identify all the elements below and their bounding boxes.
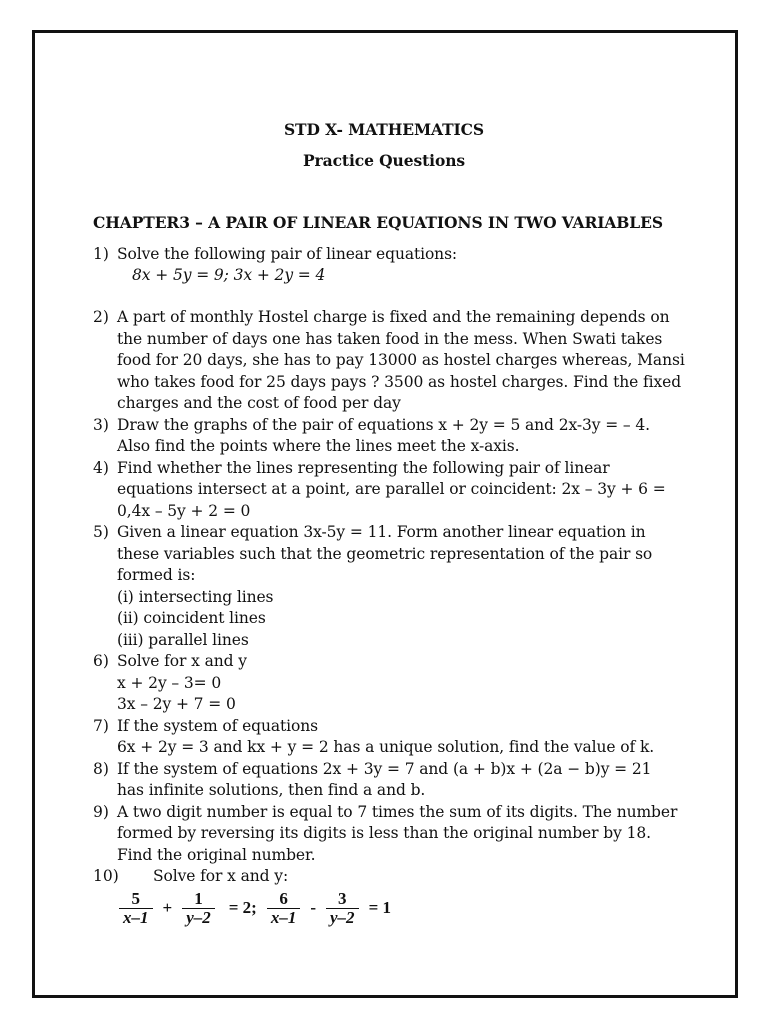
numerator: 3 — [338, 888, 347, 908]
question-text: 0,4x – 5y + 2 = 0 — [117, 502, 251, 520]
question-text: Draw the graphs of the pair of equations x + 2y = 5 and 2x-3y = – 4. — [117, 416, 650, 434]
question-text: formed is: — [117, 566, 196, 584]
question-number: 6) — [93, 652, 109, 670]
question-text: Find whether the lines representing the following pair of linear — [117, 459, 610, 477]
operator: + — [162, 898, 173, 917]
question-text: Given a linear equation 3x-5y = 11. Form another linear equation in — [117, 523, 646, 541]
numerator: 1 — [194, 888, 203, 908]
denominator: y–2 — [182, 908, 215, 927]
question-number: 9) — [93, 803, 109, 821]
q10-equation — [115, 884, 397, 932]
question-text: equations intersect at a point, are parallel or coincident: 2x – 3y + 6 = — [117, 480, 666, 498]
question-text: A part of monthly Hostel charge is fixed and the remaining depends on — [117, 308, 670, 326]
question-equation: 3x – 2y + 7 = 0 — [117, 695, 236, 713]
question-number: 3) — [93, 416, 109, 434]
question-number: 7) — [93, 717, 109, 735]
question-text: Find the original number. — [117, 846, 316, 864]
operator: - — [310, 898, 317, 917]
question-option: (iii) parallel lines — [117, 631, 249, 649]
denominator: x–1 — [267, 908, 301, 927]
denominator: y–2 — [326, 908, 359, 927]
question-text: formed by reversing its digits is less than the original number by 18. — [117, 824, 651, 842]
question-text: has infinite solutions, then find a and b. — [117, 781, 426, 799]
question-text: 6x + 2y = 3 and kx + y = 2 has a unique solution, find the value of k. — [117, 738, 655, 756]
question-number: 2) — [93, 308, 109, 326]
question-text: charges and the cost of food per day — [117, 394, 401, 412]
question-text: Solve for x and y — [117, 652, 247, 670]
question-text: Also find the points where the lines meet the x-axis. — [117, 437, 520, 455]
question-text: Solve the following pair of linear equations: — [117, 245, 458, 263]
question-text: If the system of equations 2x + 3y = 7 and (a + b)x + (2a − b)y = 21 — [117, 760, 652, 778]
fraction — [267, 890, 301, 927]
question-option: (i) intersecting lines — [117, 588, 274, 606]
numerator: 5 — [131, 888, 140, 908]
question-number: 10) — [93, 867, 119, 885]
equals-value: = 2; — [228, 898, 257, 917]
denominator: x–1 — [119, 908, 153, 927]
question-number: 8) — [93, 760, 109, 778]
question-equation: 8x + 5y = 9; 3x + 2y = 4 — [132, 266, 326, 284]
chapter-heading: CHAPTER3 – A PAIR OF LINEAR EQUATIONS IN TWO VARIABLES — [93, 213, 663, 232]
equals-value: = 1 — [368, 898, 391, 917]
numerator: 6 — [279, 888, 288, 908]
question-text: who takes food for 25 days pays ? 3500 as hostel charges. Find the fixed — [117, 373, 682, 391]
question-number: 5) — [93, 523, 109, 541]
question-number: 1) — [93, 245, 109, 263]
question-option: (ii) coincident lines — [117, 609, 266, 627]
page-title: STD X- MATHEMATICS — [283, 120, 485, 139]
question-text: the number of days one has taken food in the mess. When Swati takes — [117, 330, 663, 348]
question-text: If the system of equations — [117, 717, 318, 735]
question-text: Solve for x and y: — [153, 867, 289, 885]
question-text: these variables such that the geometric representation of the pair so — [117, 545, 653, 563]
fraction — [119, 890, 153, 927]
fraction — [182, 890, 215, 927]
question-text: food for 20 days, she has to pay 13000 as hostel charges whereas, Mansi — [117, 351, 685, 369]
fraction — [326, 890, 359, 927]
page-subtitle: Practice Questions — [303, 151, 465, 170]
question-equation: x + 2y – 3= 0 — [117, 674, 222, 692]
question-text: A two digit number is equal to 7 times the sum of its digits. The number — [117, 803, 678, 821]
question-number: 4) — [93, 459, 109, 477]
